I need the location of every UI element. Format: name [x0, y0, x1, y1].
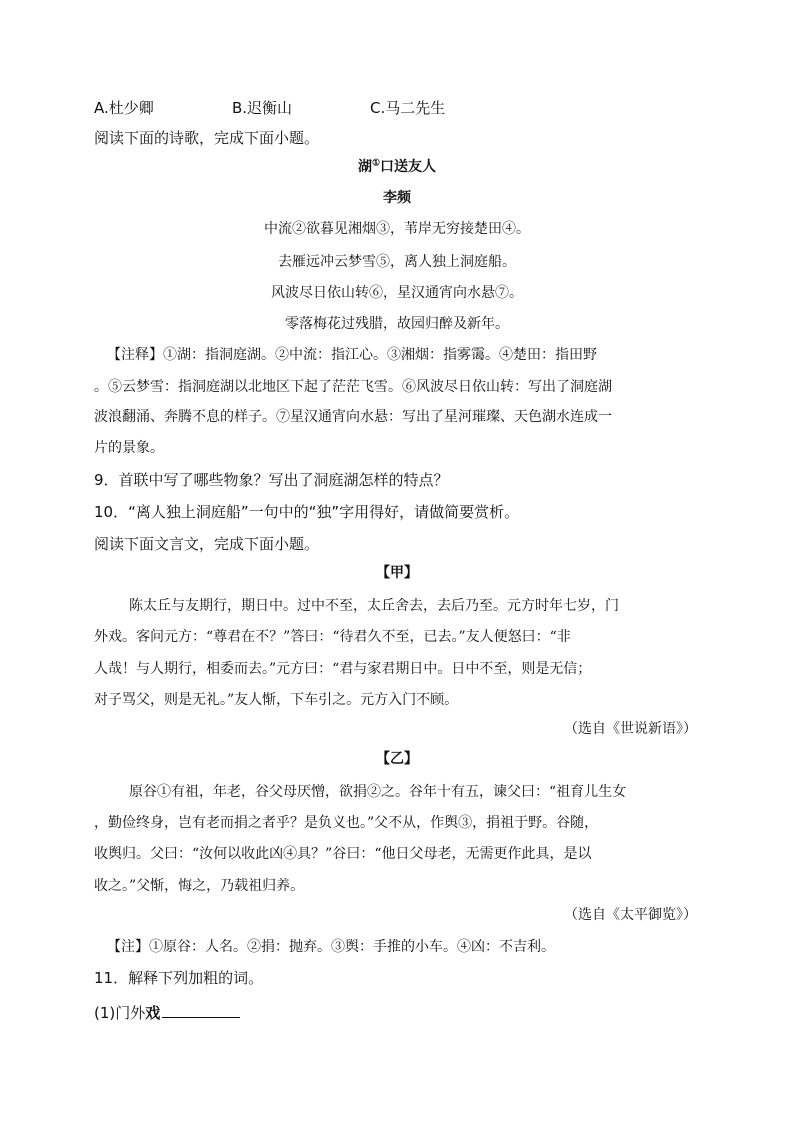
poem-note-line: 。⑤云梦雪：指洞庭湖以北地区下起了茫茫飞雪。⑥风波尽日依山转：写出了洞庭湖	[94, 379, 612, 395]
jia-text-line: 外戏。客问元方：“尊君在不？”答曰：“待君久不至，已去。”友人便怒曰：“非	[94, 629, 571, 645]
section-heading-jia: 【甲】	[376, 565, 418, 581]
bold-word: 戏	[145, 1004, 161, 1022]
jia-source: （选自《世说新语》）	[564, 721, 697, 737]
jia-text-line: 陈太丘与友期行，期日中。过中不至，太丘舍去，去后乃至。元方时年七岁，门	[129, 598, 619, 614]
prose-intro: 阅读下面文言文，完成下面小题。	[94, 535, 320, 553]
question-9: 9．首联中写了哪些物象？写出了洞庭湖怎样的特点？	[94, 471, 449, 489]
jia-text-line: 人哉！与人期行，相委而去。”元方曰：“君与家君期日中。日中不至，则是无信；	[94, 661, 592, 677]
answer-blank[interactable]	[162, 1001, 240, 1018]
option-c: C.马二先生	[370, 99, 446, 117]
option-a: A.杜少卿	[94, 99, 154, 117]
question-11-item-1: (1)门外戏	[94, 1001, 240, 1023]
poem-note-line: 【注释】①湖：指洞庭湖。②中流：指江心。③湘烟：指雾霭。④楚田：指田野	[107, 347, 597, 363]
answer-options	[94, 98, 514, 118]
option-b: B.迟衡山	[232, 99, 293, 117]
yi-text-line: ，勤俭终身，岂有老而捐之者乎？是负义也。”父不从，作舆③，捐祖于野。谷随，	[94, 815, 599, 831]
poem-author: 李频	[383, 190, 411, 206]
yi-text-line: 收舆归。父曰：“汝何以收此凶④具？”谷曰：“他日父母老，无需更作此具，是以	[94, 846, 592, 862]
question-10: 10．“离人独上洞庭船”一句中的“独”字用得好，请做简要赏析。	[94, 503, 520, 521]
jia-text-line: 对子骂父，则是无礼。”友人惭，下车引之。元方入门不顾。	[94, 692, 459, 708]
poem-line: 去雁远冲云梦雪⑤，离人独上洞庭船。	[278, 254, 516, 270]
poem-line: 中流②欲暮见湘烟③，苇岸无穷接楚田④。	[264, 221, 530, 237]
yi-source: （选自《太平御览》）	[564, 907, 697, 923]
poem-intro: 阅读下面的诗歌，完成下面小题。	[94, 129, 320, 147]
poem-note-line: 片的景象。	[94, 440, 164, 456]
yi-text-line: 收之。”父惭，悔之，乃载祖归养。	[94, 878, 305, 894]
yi-text-line: 原谷①有祖，年老，谷父母厌憎，欲捐②之。谷年十有五，谏父曰：“祖育儿生女	[129, 784, 627, 800]
question-11: 11．解释下列加粗的词。	[94, 969, 264, 987]
poem-line: 风波尽日依山转⑥，星汉通宵向水悬⑦。	[271, 285, 523, 301]
poem-line: 零落梅花过残腊，故园归醉及新年。	[285, 316, 509, 332]
yi-note: 【注】①原谷：人名。②捐：抛弃。③舆：手推的小车。④凶：不吉利。	[107, 939, 555, 955]
poem-title: 湖①口送友人	[357, 158, 437, 175]
section-heading-yi: 【乙】	[376, 751, 418, 767]
poem-note-line: 波浪翻涌、奔腾不息的样子。⑦星汉通宵向水悬：写出了星河璀璨、天色湖水连成一	[94, 409, 612, 425]
